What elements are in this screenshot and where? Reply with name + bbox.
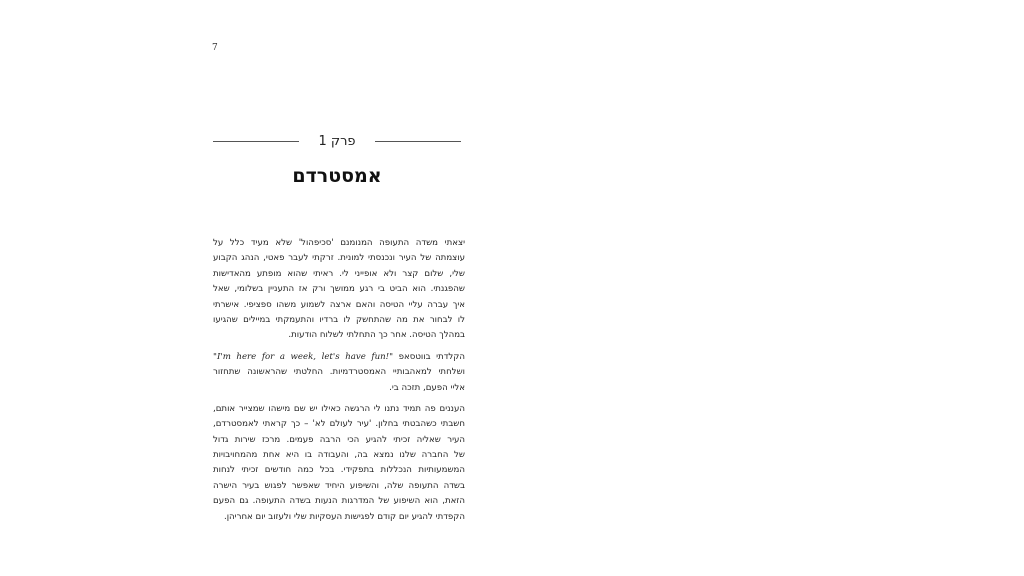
- paragraph-2: [213, 350, 465, 396]
- paragraph-1: [213, 236, 465, 344]
- chapter-label: פרק 1: [318, 133, 356, 149]
- text-line: איך עברה עליי הטיסה והאם ארצה לשמוע משהו ספציפי. אישרתי: [213, 299, 465, 310]
- chapter-rule-left: [213, 141, 299, 142]
- text-line: העננים פה תמיד נתנו לי הרגשה כאילו יש שם מישהו שמצייר אותם,: [213, 403, 465, 414]
- chapter-rule-right: [375, 141, 461, 142]
- text-line: יצאתי משדה התעופה המנומנם 'סכיפהול' שלא מעיד כלל על: [213, 238, 465, 248]
- text-line: של החברה שלנו נמצא בה, והעבודה בו היא אחת מהמחויבויות: [213, 450, 465, 461]
- text-line: העיר שאליה זכיתי להגיע הכי הרבה פעמים. מרכז שירות גדול: [213, 434, 465, 445]
- chapter-header: [213, 132, 461, 150]
- text-line: עוצמתה של העיר ונכנסתי למונית. זרקתי לעבר פאטי, הנהג הקבוע: [213, 253, 465, 264]
- text-line: ושלחתי למאהבותיי האמסטרדמיות. החלטתי שהראשונה שתחזור: [213, 367, 465, 378]
- text-line: שלי, שלום קצר ולא אופייני לי. ראיתי שהוא מופתע מהאדישות: [213, 268, 465, 279]
- text-line: אליי הפעם, תזכה בי.: [389, 382, 465, 393]
- chapter-title: אמסטרדם: [292, 165, 382, 187]
- text-line: בשדה התעופה שלה, והשיפוע היחיד שאפשר לפגוש בעיר הישרה: [213, 480, 465, 491]
- text-line: המשמעותיות הנכללות בתפקידי. בכל כמה חודשים זכיתי לנחות: [213, 465, 465, 476]
- text-line-mixed: [213, 350, 465, 365]
- text-line: חשבתי כשהבטתי בחלון. 'עיר לעולם לא' – כך קראתי לאמסטרדם,: [213, 419, 465, 430]
- text-line: במהלך הטיסה. אחר כך התחלתי לשלוח הודעות.: [288, 330, 465, 341]
- text-line: לו לבחור את מה שהתחשק לו ברדיו והתעמקתי במיילים שהגיעו: [213, 314, 465, 325]
- body-text: [213, 236, 465, 531]
- text-line: הקפדתי להגיע יום קודם לפגישות העסקיות שלי ולעזוב יום אחריהן.: [223, 511, 465, 522]
- quoted-english-message: "I'm here for a week, let's have fun!": [213, 351, 394, 362]
- paragraph-3: [213, 402, 465, 525]
- page-number: 7: [212, 43, 218, 53]
- text-hebrew: הקלדתי בווטסאפ: [398, 351, 465, 362]
- text-line: שהפגנתי. הוא הביט בי רגע ממושך ורק אז התעניין בשלומי, שאל: [213, 284, 465, 295]
- text-line: הזאת, הוא השיפוע של המדרגות הנעות בשדה התעופה. גם הפעם: [213, 496, 465, 507]
